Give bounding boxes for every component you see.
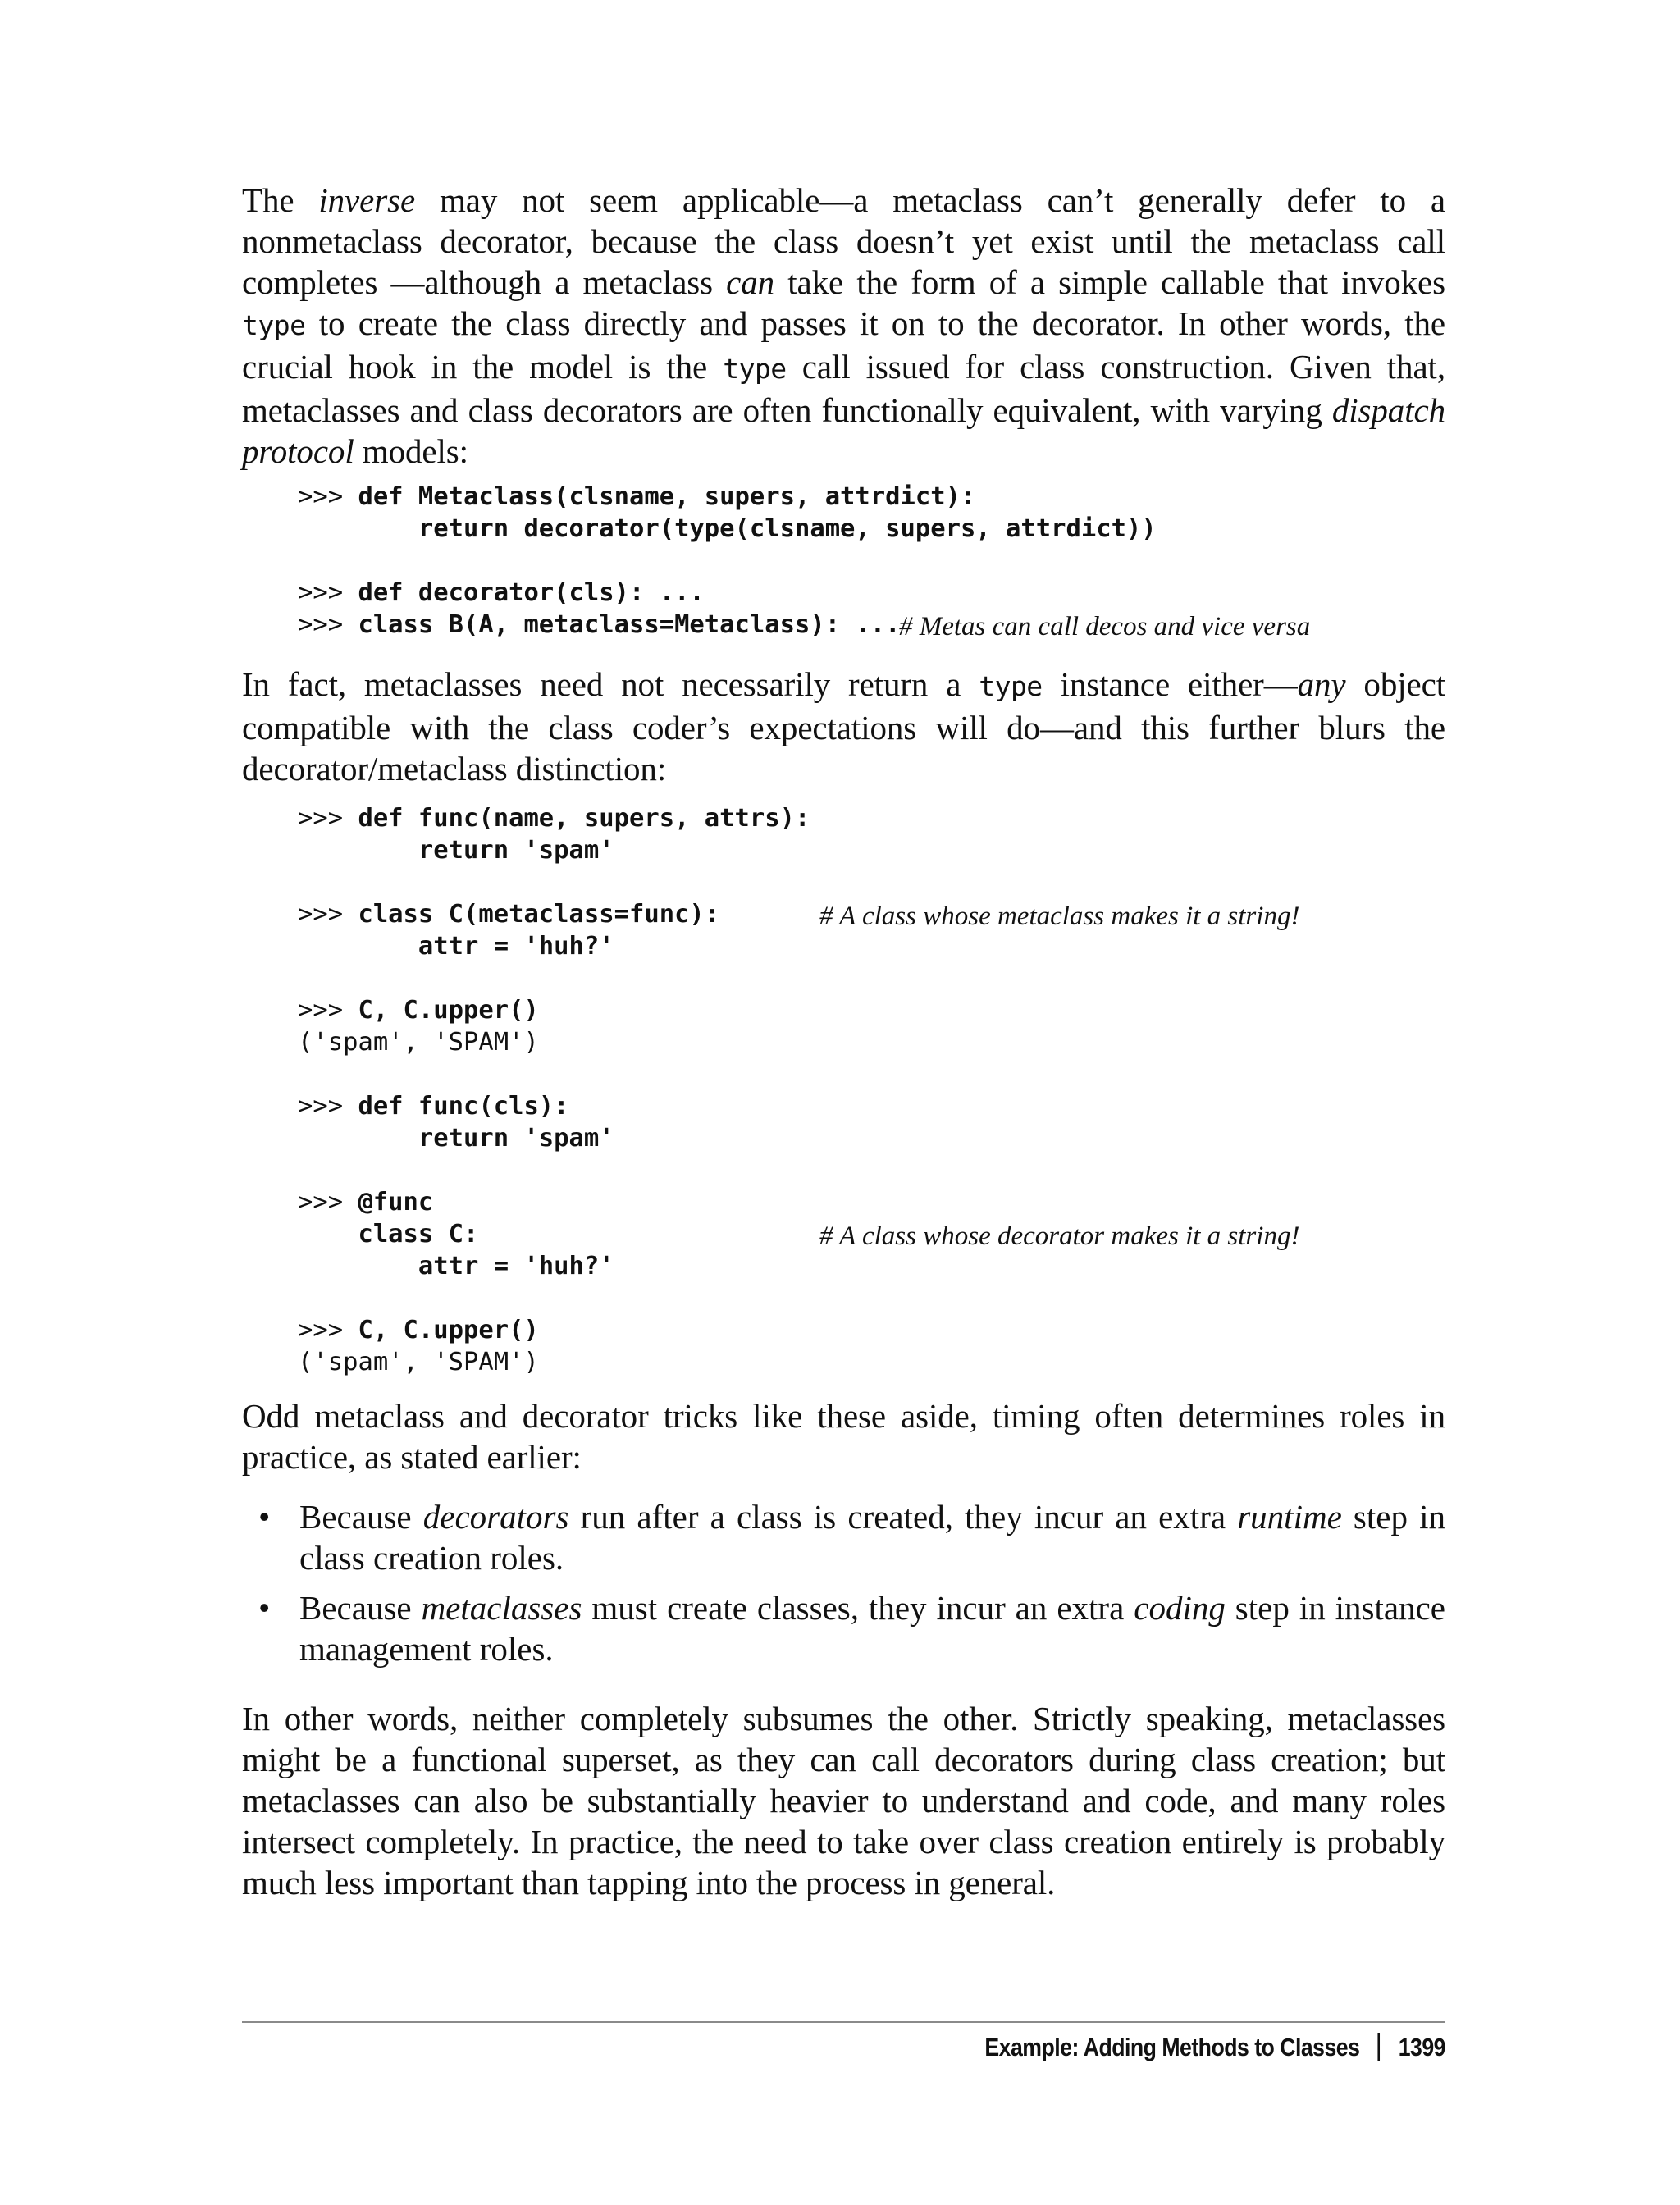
code-comment: # A class whose decorator makes it a string! <box>819 1221 1300 1251</box>
code-block-2: >>> def func(name, supers, attrs): return 'spam' >>> class C(metaclass=func): # A class whose metaclass makes it a string! attr = 'huh?' >>> C, C.upper() ('spam', 'SPAM') >>> def func(cls): return 'spam' >>> @func class C: # A class whose decorator makes it a string! attr = 'huh?' >>> C, C.upper() ('spam', 'SPAM') <box>298 804 1300 1376</box>
text-run: object compatible with the class coder’s expectations will do—and this further blurs the decorator/metaclass distinction: <box>242 665 1445 788</box>
footer-section-title: Example: Adding Methods to Classes <box>984 2033 1360 2061</box>
bullet-item: • Because metaclasses must create classes, they incur an extra coding step in instance management roles. <box>258 1589 1445 1668</box>
code-line: attr = 'huh?' <box>298 1252 614 1281</box>
footer-separator <box>1378 2033 1381 2061</box>
bullet-icon: • <box>258 1589 271 1627</box>
text-run: In fact, metaclasses need not necessarily return a <box>242 665 979 703</box>
code-comment: # Metas can call decos and vice versa <box>899 612 1311 641</box>
code-line: def func(name, supers, attrs): <box>358 804 810 833</box>
text-run: take the form of a simple callable that invokes <box>774 263 1445 301</box>
bullet-item: • Because decorators run after a class is created, they incur an extra runtime step in class creation roles. <box>258 1498 1446 1577</box>
running-footer <box>984 2031 1445 2064</box>
inline-code: type <box>979 670 1043 702</box>
emphasis: can <box>726 263 775 301</box>
code-line: return decorator(type(clsname, supers, attrdict)) <box>298 514 1157 543</box>
footer-rule <box>242 2021 1445 2023</box>
code-line: class C(metaclass=func): <box>358 900 720 929</box>
emphasis: inverse <box>318 181 416 219</box>
text-run: instance either— <box>1042 665 1298 703</box>
code-line: C, C.upper() <box>358 996 539 1025</box>
code-output: ('spam', 'SPAM') <box>298 1348 539 1376</box>
page-number: 1399 <box>1398 2033 1445 2061</box>
emphasis: any <box>1297 665 1346 703</box>
code-line: class B(A, metaclass=Metaclass): ... <box>358 610 901 639</box>
paragraph-1 <box>242 180 1445 472</box>
code-line: return 'spam' <box>298 836 614 865</box>
code-line: def func(cls): <box>358 1092 569 1121</box>
inline-code: type <box>723 353 787 385</box>
code-line: C, C.upper() <box>358 1316 539 1344</box>
text-run: to create the class directly and passes it on to the decorator. In other words, the crucial hook in the model is the <box>242 304 1445 386</box>
text-run: may not seem applicable—a metaclass can’t generally defer to a nonmetaclass decorator, because the class doesn’t yet exist until the metaclass call completes —although a metaclass <box>242 181 1445 301</box>
code-block-1: >>> def Metaclass(clsname, supers, attrdict): return decorator(type(clsname, supers, attrdict)) >>> def decorator(cls): ... >>> class B(A, metaclass=Metaclass): ... # Metas can call decos and vice versa <box>298 482 1311 641</box>
text-run: The <box>242 181 319 219</box>
paragraph-4: In other words, neither completely subsumes the other. Strictly speaking, metaclasses might be a functional superset, as they can call decorators during class creation; but metaclasses can also be substantially heavier to understand and code, and many roles intersect completely. In practice, the need to take over class creation entirely is probably much less important than tapping into the process in general. <box>242 1700 1445 1901</box>
paragraph-3: Odd metaclass and decorator tricks like these aside, timing often determines roles in practice, as stated earlier: <box>242 1397 1445 1476</box>
code-comment: # A class whose metaclass makes it a string! <box>819 902 1300 931</box>
bullet-list <box>242 1496 1445 1669</box>
code-line: return 'spam' <box>298 1124 614 1153</box>
emphasis: dispatch protocol <box>242 391 1445 470</box>
inline-code: type <box>242 309 306 341</box>
code-line: class C: <box>298 1220 479 1249</box>
paragraph-2 <box>242 664 1445 789</box>
text-run: call issued for class construction. Given that, metaclasses and class decorators are often functionally equivalent, with varying <box>242 348 1445 429</box>
code-line: def Metaclass(clsname, supers, attrdict): <box>358 482 976 511</box>
bullet-icon: • <box>258 1498 271 1536</box>
code-output: ('spam', 'SPAM') <box>298 1028 539 1057</box>
code-line: @func <box>358 1188 434 1217</box>
code-line: attr = 'huh?' <box>298 932 614 961</box>
code-line: def decorator(cls): ... <box>358 578 705 607</box>
text-run: models: <box>354 432 468 470</box>
